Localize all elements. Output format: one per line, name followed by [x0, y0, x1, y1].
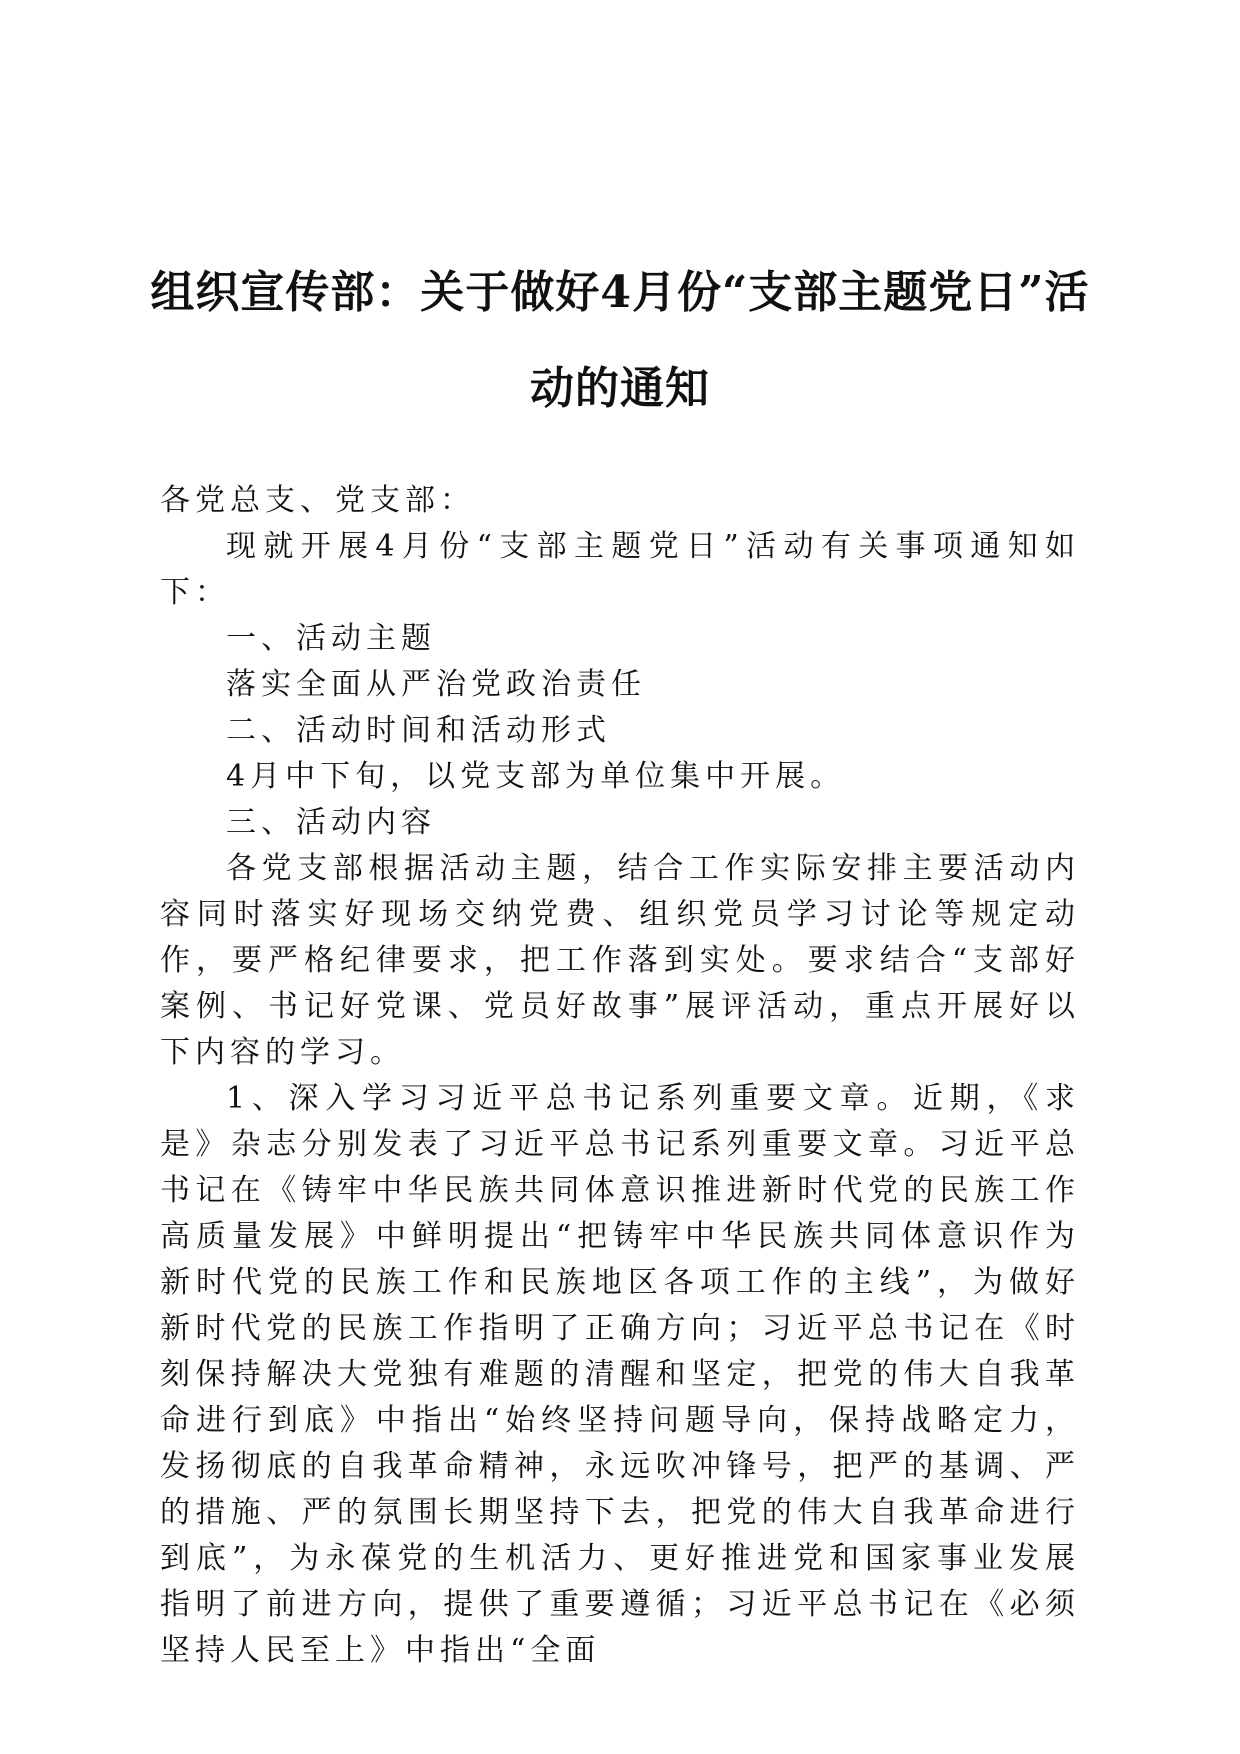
document-title: 组织宣传部：关于做好4月份“支部主题党日”活动的通知 [150, 267, 1090, 414]
section-heading-time-form: 二、活动时间和活动形式 [226, 713, 611, 748]
intro-paragraph: 现就开展4月份“支部主题党日”活动有关事项通知如下： [160, 529, 1080, 610]
content-paragraph: 各党支部根据活动主题，结合工作实际安排主要活动内容同时落实好现场交纳党费、组织党员学习讨论等规定动作，要严格纪律要求，把工作落到实处。要求结合“支部好案例、书记好党课、党员好故事”展评活动，重点开展好以下内容的学习。 [160, 851, 1080, 1070]
section-heading-theme: 一、活动主题 [226, 621, 436, 656]
document-body [160, 478, 1080, 1674]
time-form-text: 4月中下旬，以党支部为单位集中开展。 [226, 759, 846, 794]
theme-text: 落实全面从严治党政治责任 [226, 667, 646, 702]
salutation: 各党总支、党支部： [160, 483, 475, 518]
study-item-1: 1、深入学习习近平总书记系列重要文章。近期，《求是》杂志分别发表了习近平总书记系列重要文章。习近平总书记在《铸牢中华民族共同体意识推进新时代党的民族工作高质量发展》中鲜明提出“把铸牢中华民族共同体意识作为新时代党的民族工作和民族地区各项工作的主线”，为做好新时代党的民族工作指明了正确方向；习近平总书记在《时刻保持解决大党独有难题的清醒和坚定，把党的伟大自我革命进行到底》中指出“始终坚持问题导向，保持战略定力，发扬彻底的自我革命精神，永远吹冲锋号，把严的基调、严的措施、严的氛围长期坚持下去，把党的伟大自我革命进行到底”，为永葆党的生机活力、更好推进党和国家事业发展指明了前进方向，提供了重要遵循；习近平总书记在《必须坚持人民至上》中指出“全面 [160, 1081, 1080, 1668]
section-heading-content: 三、活动内容 [226, 805, 436, 840]
